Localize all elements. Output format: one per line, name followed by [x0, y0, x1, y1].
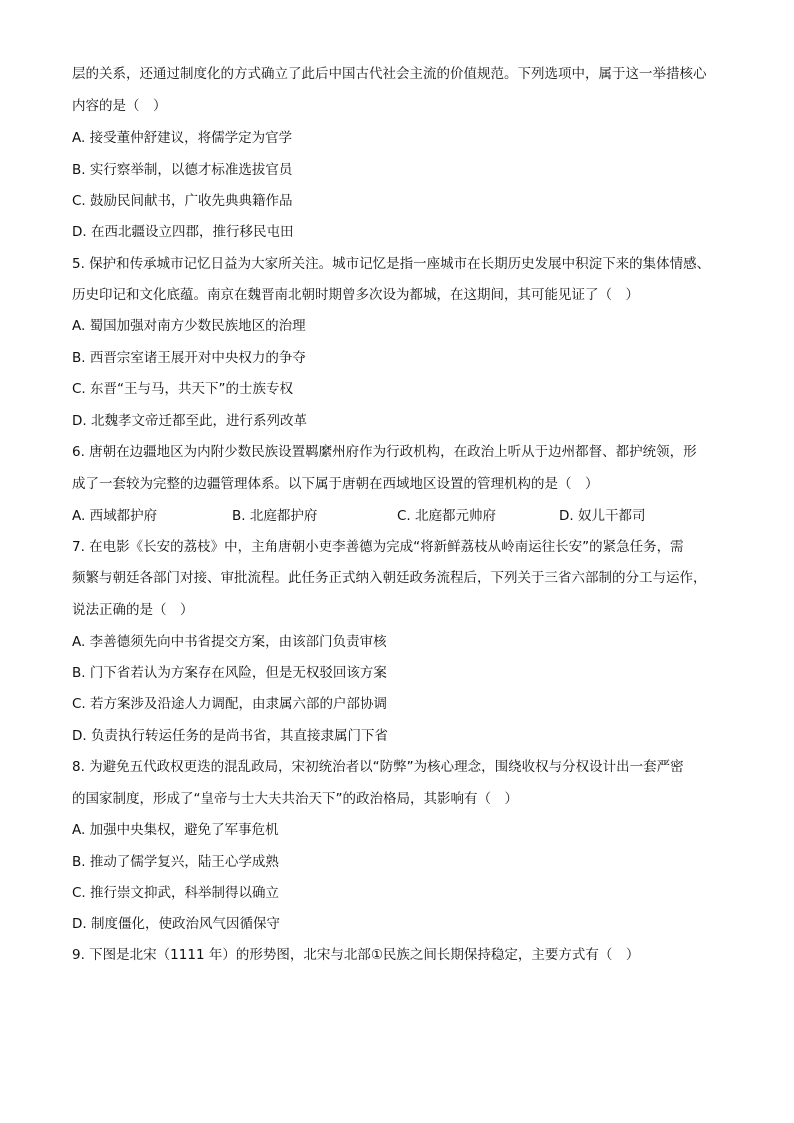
q8-stem-line-2: 的国家制度，形成了“皇帝与士大夫共治天下”的政治格局，其影响有（ ） — [72, 791, 518, 807]
q5-stem-line-1: 5. 保护和传承城市记忆日益为大家所关注。城市记忆是指一座城市在长期历史发展中积淀下来的集体情感、 — [72, 256, 711, 272]
q5-stem-line-2: 历史印记和文化底蕴。南京在魏晋南北朝时期曾多次设为都城，在这期间，其可能见证了（ ） — [72, 287, 639, 303]
q4-stem-line-2: 内容的是（ ） — [72, 98, 167, 114]
q7-option-d[interactable]: D. 负责执行转运任务的是尚书省，其直接隶属门下省 — [72, 728, 388, 744]
q5-option-c[interactable]: C. 东晋“王与马，共天下”的士族专权 — [72, 381, 293, 397]
q7-stem-line-3: 说法正确的是（ ） — [72, 602, 194, 618]
q4-option-d[interactable]: D. 在西北疆设立四郡，推行移民屯田 — [72, 224, 294, 240]
q8-option-c[interactable]: C. 推行崇文抑武，科举制得以确立 — [72, 885, 280, 901]
q8-stem-line-1: 8. 为避免五代政权更迭的混乱政局，宋初统治者以“防弊”为核心理念，围绕收权与分权设计出一套严密 — [72, 759, 684, 775]
q5-option-b[interactable]: B. 西晋宗室诸王展开对中央权力的争夺 — [72, 350, 306, 366]
q7-option-b[interactable]: B. 门下省若认为方案存在风险，但是无权驳回该方案 — [72, 665, 387, 681]
q7-option-c[interactable]: C. 若方案涉及沿途人力调配，由隶属六部的户部协调 — [72, 696, 388, 712]
q4-option-c[interactable]: C. 鼓励民间献书，广收先典典籍作品 — [72, 193, 293, 209]
q7-option-a[interactable]: A. 李善德须先向中书省提交方案，由该部门负责审核 — [72, 634, 387, 650]
q5-option-d[interactable]: D. 北魏孝文帝迁都至此，进行系列改革 — [72, 413, 307, 429]
q6-stem-line-2: 成了一套较为完整的边疆管理体系。以下属于唐朝在西域地区设置的管理机构的是（ ） — [72, 476, 599, 492]
q6-option-c[interactable]: C. 北庭都元帅府 — [397, 508, 497, 524]
q7-stem-line-2: 频繁与朝廷各部门对接、审批流程。此任务正式纳入朝廷政务流程后，下列关于三省六部制的分工与运作， — [72, 570, 707, 586]
q8-option-a[interactable]: A. 加强中央集权，避免了军事危机 — [72, 822, 279, 838]
q6-option-a[interactable]: A. 西域都护府 — [72, 508, 158, 524]
q4-option-b[interactable]: B. 实行察举制，以德才标准选拔官员 — [72, 162, 293, 178]
q4-stem-line-1: 层的关系，还通过制度化的方式确立了此后中国古代社会主流的价值规范。下列选项中，属于这一举措核心 — [72, 66, 707, 82]
q6-option-b[interactable]: B. 北庭都护府 — [232, 508, 318, 524]
q4-option-a[interactable]: A. 接受董仲舒建议，将儒学定为官学 — [72, 130, 293, 146]
q5-option-a[interactable]: A. 蜀国加强对南方少数民族地区的治理 — [72, 318, 306, 334]
q6-option-d[interactable]: D. 奴儿干都司 — [559, 508, 646, 524]
q7-stem-line-1: 7. 在电影《长安的荔枝》中，主角唐朝小吏李善德为完成“将新鲜荔枝从岭南运往长安”的紧急任务，需 — [72, 539, 684, 555]
q8-option-d[interactable]: D. 制度僵化，使政治风气因循保守 — [72, 916, 280, 932]
q6-stem-line-1: 6. 唐朝在边疆地区为内附少数民族设置羁縻州府作为行政机构，在政治上听从于边州都督、都护统领，形 — [72, 444, 697, 460]
q9-stem-line-1: 9. 下图是北宋（1111 年）的形势图，北宋与北部①民族之间长期保持稳定，主要方式有（ ） — [72, 947, 640, 963]
q8-option-b[interactable]: B. 推动了儒学复兴，陆王心学成熟 — [72, 854, 279, 870]
